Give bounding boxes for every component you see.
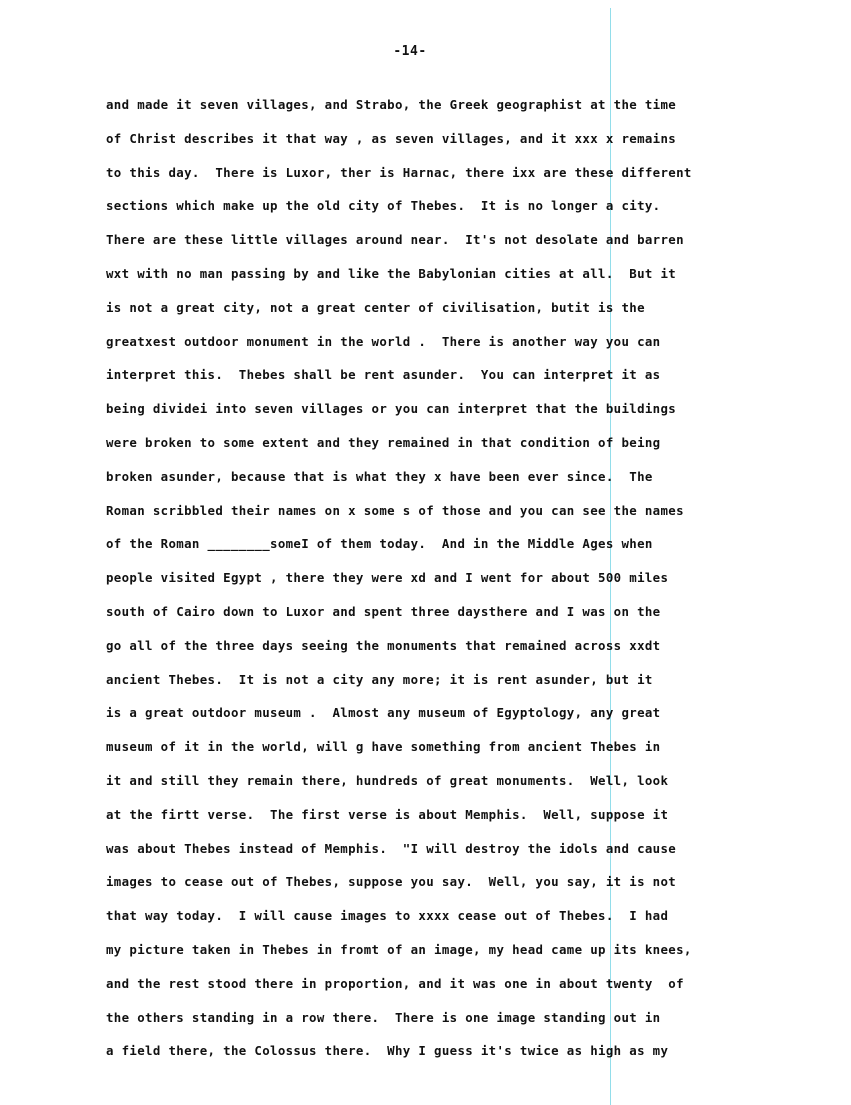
text-line: interpret this. Thebes shall be rent asunder. You can interpret it as (106, 367, 661, 383)
text-line: and the rest stood there in proportion, and it was one in about twenty of (106, 975, 684, 991)
text-line: people visited Egypt , there they were xd and I went for about 500 miles (106, 570, 669, 586)
text-line: museum of it in the world, will g have something from ancient Thebes in (106, 739, 661, 755)
text-line: images to cease out of Thebes, suppose you say. Well, you say, it is not (106, 874, 677, 890)
text-line: my picture taken in Thebes in fromt of an image, my head came up its knees, (106, 941, 692, 957)
text-line: Roman scribbled their names on x some s of those and you can see the names (106, 502, 684, 518)
text-line: were broken to some extent and they remained in that condition of being (106, 434, 661, 450)
text-line: sections which make up the old city of Thebes. It is no longer a city. (106, 198, 661, 214)
text-line: to this day. There is Luxor, ther is Harnac, there ixx are these different (106, 164, 692, 180)
text-line: greatxest outdoor monument in the world . There is another way you can (106, 333, 661, 349)
text-line: ancient Thebes. It is not a city any more; it is rent asunder, but it (106, 671, 653, 687)
text-line: it and still they remain there, hundreds of great monuments. Well, look (106, 772, 669, 788)
document-body (106, 94, 786, 1074)
page-number: -14- (393, 44, 427, 59)
text-line: broken asunder, because that is what they x have been ever since. The (106, 468, 653, 484)
text-line: and made it seven villages, and Strabo, the Greek geographist at the time (106, 97, 677, 112)
text-line: wxt with no man passing by and like the Babylonian cities at all. But it (106, 265, 677, 281)
text-line: go all of the three days seeing the monuments that remained across xxdt (106, 637, 661, 653)
text-line: at the firtt verse. The first verse is about Memphis. Well, suppose it (106, 806, 669, 822)
text-line: being dividei into seven villages or you can interpret that the buildings (106, 401, 677, 417)
text-line: the others standing in a row there. There is one image standing out in (106, 1009, 661, 1025)
text-line: a field there, the Colossus there. Why I guess it's twice as high as my (106, 1043, 669, 1059)
text-line: of the Roman ________someI of them today. And in the Middle Ages when (106, 536, 653, 552)
text-line: is not a great city, not a great center of civilisation, butit is the (106, 299, 645, 315)
text-line: that way today. I will cause images to xxxx cease out of Thebes. I had (106, 908, 669, 924)
text-line: There are these little villages around near. It's not desolate and barren (106, 232, 684, 248)
text-line: south of Cairo down to Luxor and spent three daysthere and I was on the (106, 603, 661, 619)
text-line: is a great outdoor museum . Almost any museum of Egyptology, any great (106, 705, 661, 721)
text-line: of Christ describes it that way , as seven villages, and it xxx x remains (106, 130, 677, 146)
text-line: was about Thebes instead of Memphis. "I will destroy the idols and cause (106, 840, 677, 856)
